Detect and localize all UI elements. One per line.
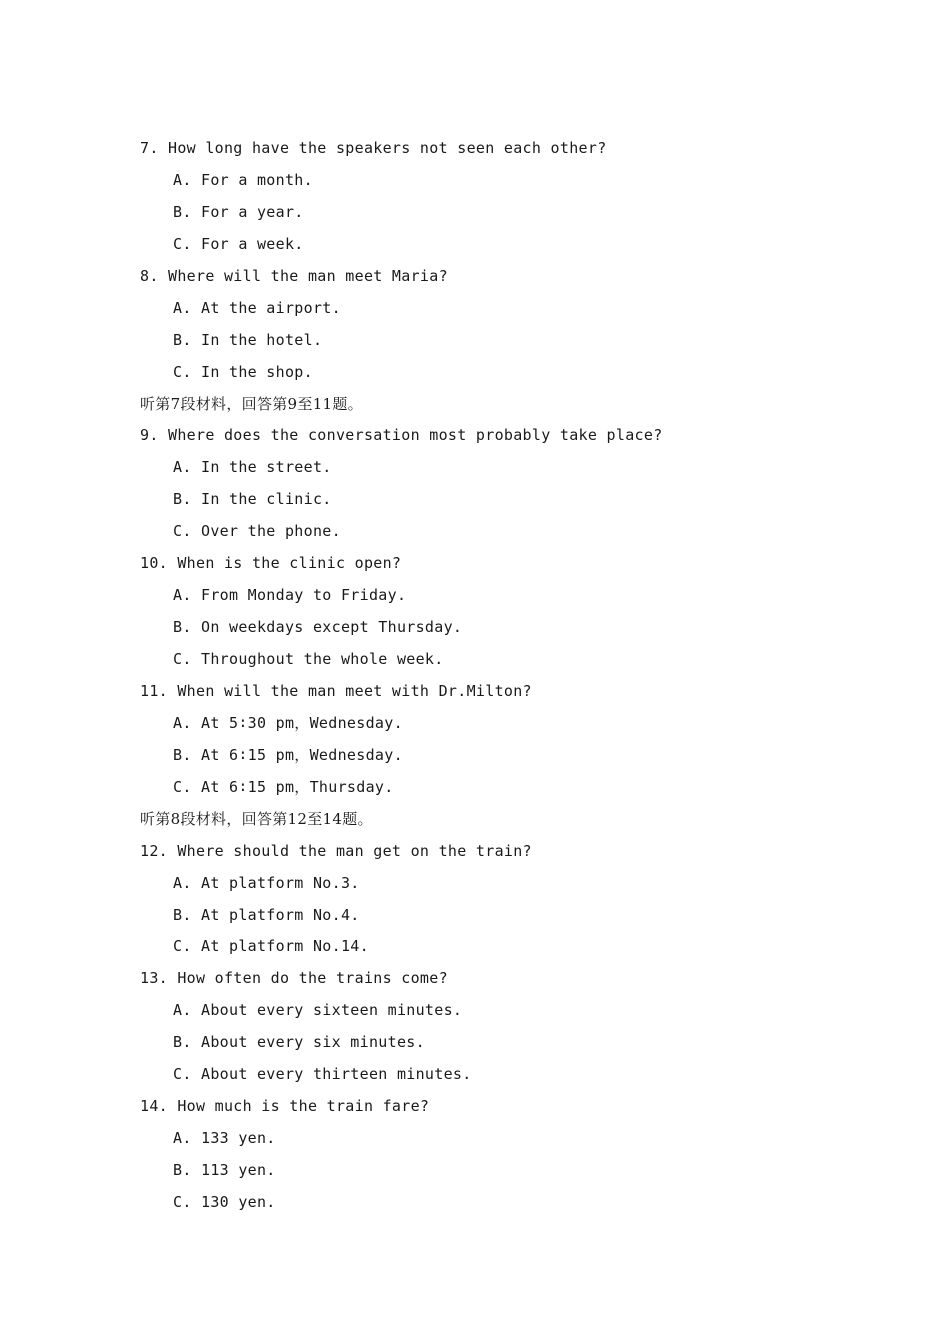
question-11: 11. When will the man meet with Dr.Milton? [140,681,532,700]
question-13-option-a: A. About every sixteen minutes. [173,1001,463,1020]
question-13: 13. How often do the trains come? [140,969,448,988]
question-14-option-b: B. 113 yen. [173,1161,276,1179]
question-7: 7. How long have the speakers not seen each other? [140,139,607,157]
question-11-option-a: A. At 5∶30 pm，Wednesday. [173,713,403,732]
question-7-option-b: B. For a year. [173,202,304,221]
question-9: 9. Where does the conversation most probably take place? [140,426,663,445]
question-11-option-c: C. At 6∶15 pm，Thursday. [173,777,394,796]
question-14-option-c: C. 130 yen. [173,1192,276,1211]
question-8-option-c: C. In the shop. [173,362,313,381]
question-7-option-c: C. For a week. [173,234,304,253]
question-10-option-a: A. From Monday to Friday. [173,586,407,605]
question-9-option-b: B. In the clinic. [173,490,332,509]
question-9-option-a: A. In the street. [173,458,332,477]
section-heading-material-8: 听第8段材料，回答第12至14题。 [140,809,373,828]
question-12-option-b: B. At platform No.4. [173,905,360,924]
document-body [140,133,860,1219]
question-10-option-c: C. Throughout the whole week. [173,650,444,668]
question-14: 14. How much is the train fare? [140,1097,430,1116]
question-11-option-b: B. At 6∶15 pm，Wednesday. [173,745,403,764]
question-12-option-a: A. At platform No.3. [173,873,360,892]
question-8-option-a: A. At the airport. [173,298,341,317]
question-10: 10. When is the clinic open? [140,554,402,573]
section-heading-material-7: 听第7段材料，回答第9至11题。 [140,394,363,413]
question-9-option-c: C. Over the phone. [173,522,341,541]
question-7-option-a: A. For a month. [173,170,313,189]
question-10-option-b: B. On weekdays except Thursday. [173,618,463,637]
question-8: 8. Where will the man meet Maria? [140,266,448,285]
question-13-option-b: B. About every six minutes. [173,1033,425,1052]
question-12-option-c: C. At platform No.14. [173,937,369,956]
question-13-option-c: C. About every thirteen minutes. [173,1065,472,1084]
question-8-option-b: B. In the hotel. [173,330,323,349]
question-12: 12. Where should the man get on the train? [140,841,532,860]
question-14-option-a: A. 133 yen. [173,1129,276,1148]
